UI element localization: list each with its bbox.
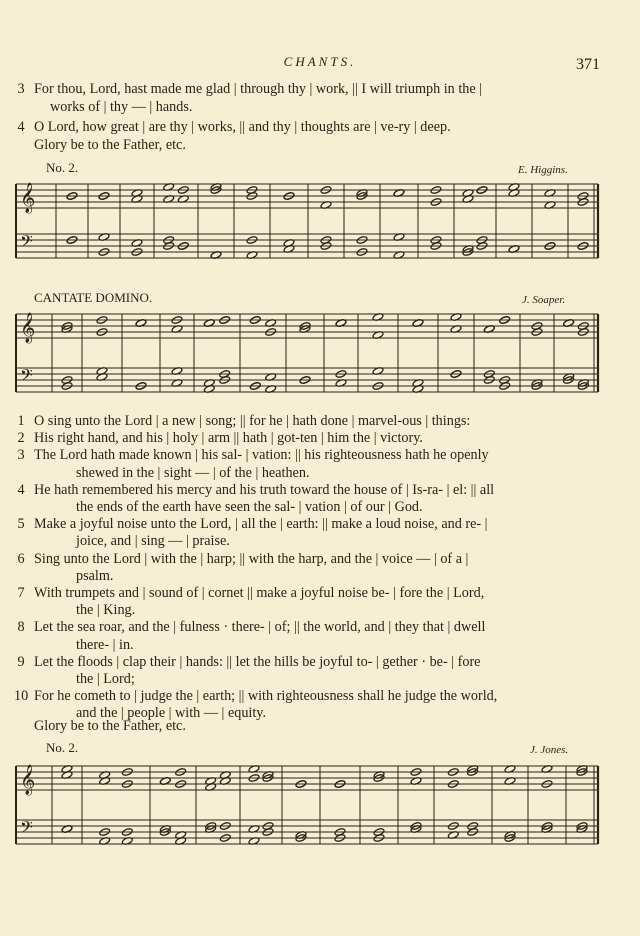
chant-score-jones (8, 754, 604, 854)
verse-line: For he cometh to | judge the | earth; || with righteousness shall he judge the world, (34, 688, 498, 705)
verse-number: 3 (17, 81, 25, 97)
verse-line: O sing unto the Lord | a new | song; || for he | hath done | marvel-ous | things: (34, 413, 471, 429)
verse-number: 4 (17, 119, 25, 135)
chant-title: CANTATE DOMINO. (34, 290, 153, 305)
treble-clef-icon: 𝄞 (20, 765, 36, 794)
bass-clef-icon: 𝄢 (20, 819, 33, 841)
bass-staff (16, 234, 598, 258)
verse-number: 1 (17, 413, 25, 429)
verse-line: and the | people | with — | equity. (76, 705, 267, 722)
composer-name: J. Jones. (530, 744, 569, 756)
verse-line: joice, and | sing — | praise. (76, 533, 230, 550)
verse-number: 5 (17, 516, 25, 533)
verse-line: shewed in the | sight — | of the | heathen. (76, 464, 310, 481)
gloria-patri: Glory be to the Father, etc. (34, 718, 186, 734)
bass-clef-icon: 𝄢 (20, 367, 33, 389)
chant-score-soaper (8, 302, 604, 402)
page-number: 371 (576, 56, 600, 73)
gloria-patri: Glory be to the Father, etc. (34, 137, 186, 153)
verse-number: 4 (17, 481, 25, 498)
chant-number: No. 2. (46, 160, 79, 175)
verse-line: Make a joyful noise unto the Lord, | all the | earth: || make a loud noise, and re- | (34, 516, 488, 533)
verse-line: O Lord, how great | are thy | works, || and thy | thoughts are | ve-ry | deep. (34, 119, 451, 135)
verse-line: works of | thy — | hands. (50, 99, 193, 115)
note-heads (66, 183, 589, 260)
verse-line: the ends of the earth have seen the sal- | vation | of our | God. (76, 499, 423, 515)
verse-line: Let the sea roar, and the | fulness · there- | of; || the world, and | they that | dwell (34, 619, 486, 636)
verse-line: psalm. (76, 567, 114, 584)
chant-score-higgins (8, 176, 604, 272)
bass-clef-icon: 𝄢 (20, 233, 33, 255)
verse-line: there- | in. (76, 636, 134, 653)
verse-line: the | Lord; (76, 671, 135, 687)
note-heads (61, 765, 588, 846)
verse-line: The Lord hath made known | his sal- | vation: || his righteousness hath he openly (34, 447, 489, 464)
verse-line: He hath remembered his mercy and his truth toward the house of | Is-ra- | el: || all (34, 481, 495, 498)
composer-name: J. Soaper. (522, 294, 566, 306)
verse-number: 7 (17, 585, 25, 601)
composer-name: E. Higgins. (518, 164, 568, 176)
verse-line: Sing unto the Lord | with the | harp; || with the harp, and the | voice — | of a | (34, 550, 469, 567)
verse-line: Let the floods | clap their | hands: || let the hills be joyful to- | gether · be- | fore (34, 653, 481, 670)
verse-number: 8 (17, 619, 25, 636)
verse-line: His right hand, and his | holy | arm || hath | got-ten | him the | victory. (34, 430, 423, 447)
verse-number: 9 (17, 653, 25, 670)
verse-line: With trumpets and | sound of | cornet || make a joyful noise be- | fore the | Lord, (34, 585, 485, 601)
verse-number: 10 (14, 688, 29, 705)
chant-number: No. 2. (46, 740, 79, 755)
running-title: CHANTS. (283, 54, 357, 69)
treble-clef-icon: 𝄞 (20, 313, 36, 342)
verse-number: 2 (17, 430, 25, 447)
verse-line: For thou, Lord, hast made me glad | through thy | work, || I will triumph in the | (34, 81, 483, 97)
note-heads (61, 313, 589, 394)
treble-clef-icon: 𝄞 (20, 183, 36, 212)
verse-number: 3 (17, 447, 25, 464)
verse-number: 6 (17, 550, 25, 567)
verse-line: the | King. (76, 602, 136, 619)
